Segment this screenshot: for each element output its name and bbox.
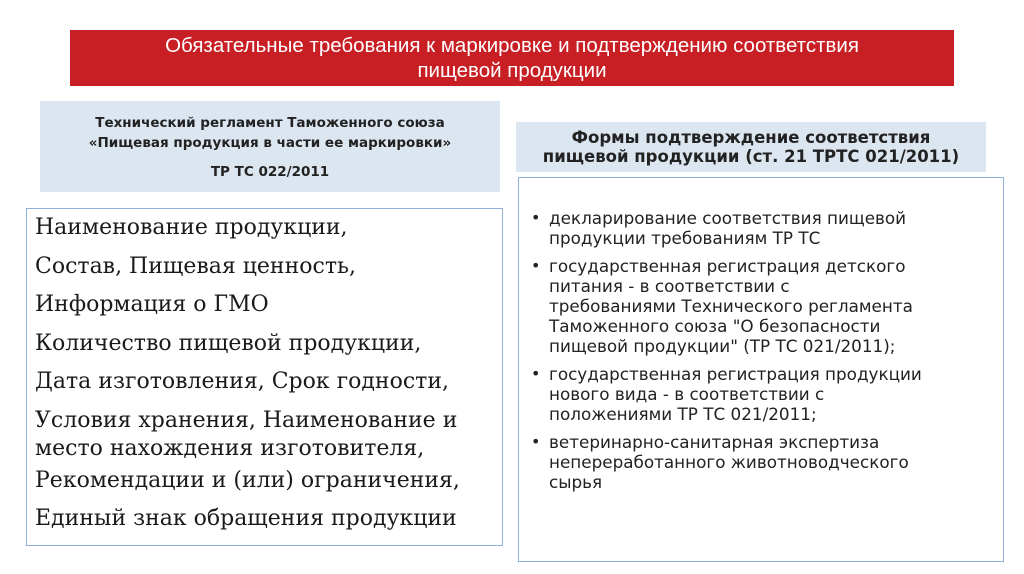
bullet-icon: • [531,364,541,383]
list-item: Наименование продукции, [35,215,348,240]
list-item-line: ветеринарно-санитарная экспертиза [549,432,880,452]
list-item-line: непереработанного животноводческого [549,452,909,472]
list-item-line: декларирование соответствия пищевой [549,208,907,228]
regulation-box [40,101,500,192]
forms-header-line-2: пищевой продукции (ст. 21 ТРТС 021/2011) [542,147,960,166]
bullet-icon: • [531,432,541,451]
list-item-line: пищевой продукции" (ТР ТС 021/2011); [549,336,896,356]
list-item: Состав, Пищевая ценность, [35,253,356,279]
list-item [527,364,995,424]
title-line-2: пищевой продукции [417,59,607,82]
conformity-forms-list [518,177,1004,562]
forms-header [516,122,986,172]
regulation-line-2: «Пищевая продукция в части ее маркировки» [88,135,452,151]
list-item-line: требованиями Технического регламента [549,296,913,316]
list-item-line: питания - в соответствии с [549,276,790,296]
bullet-icon: • [531,256,541,275]
list-item-line: нового вида - в соответствии с [549,384,825,404]
list-item-line: государственная регистрация продукции [549,364,922,384]
title-banner [70,30,954,86]
list-item-line: Таможенного союза "О безопасности [549,316,881,336]
list-item-line: положениями ТР ТС 021/2011; [549,404,817,424]
list-item [527,256,995,356]
labeling-requirements-list [26,208,503,546]
list-item-line: место нахождения изготовителя, [35,436,425,461]
list-item [527,432,995,492]
list-item: Рекомендации и (или) ограничения, [35,467,460,493]
list-item: Количество пищевой продукции, [35,330,422,356]
regulation-line-1: Технический регламент Таможенного союза [95,115,445,131]
list-item: Единый знак обращения продукции [35,506,457,531]
list-item-line: государственная регистрация детского [549,256,906,276]
title-line-1: Обязательные требования к маркировке и подтверждению соответствия [165,34,859,57]
list-item-line: сырья [549,472,603,492]
regulation-code: ТР ТС 022/2011 [210,164,330,180]
list-item-line: продукции требованиям ТР ТС [549,228,821,248]
list-item [527,208,995,248]
list-item-line: Условия хранения, Наименование и [35,407,458,433]
list-item [35,407,502,464]
bullet-icon: • [531,208,541,227]
list-item: Информация о ГМО [35,292,269,317]
forms-header-line-1: Формы подтверждение соответствия [571,128,931,147]
list-item: Дата изготовления, Срок годности, [35,369,449,394]
